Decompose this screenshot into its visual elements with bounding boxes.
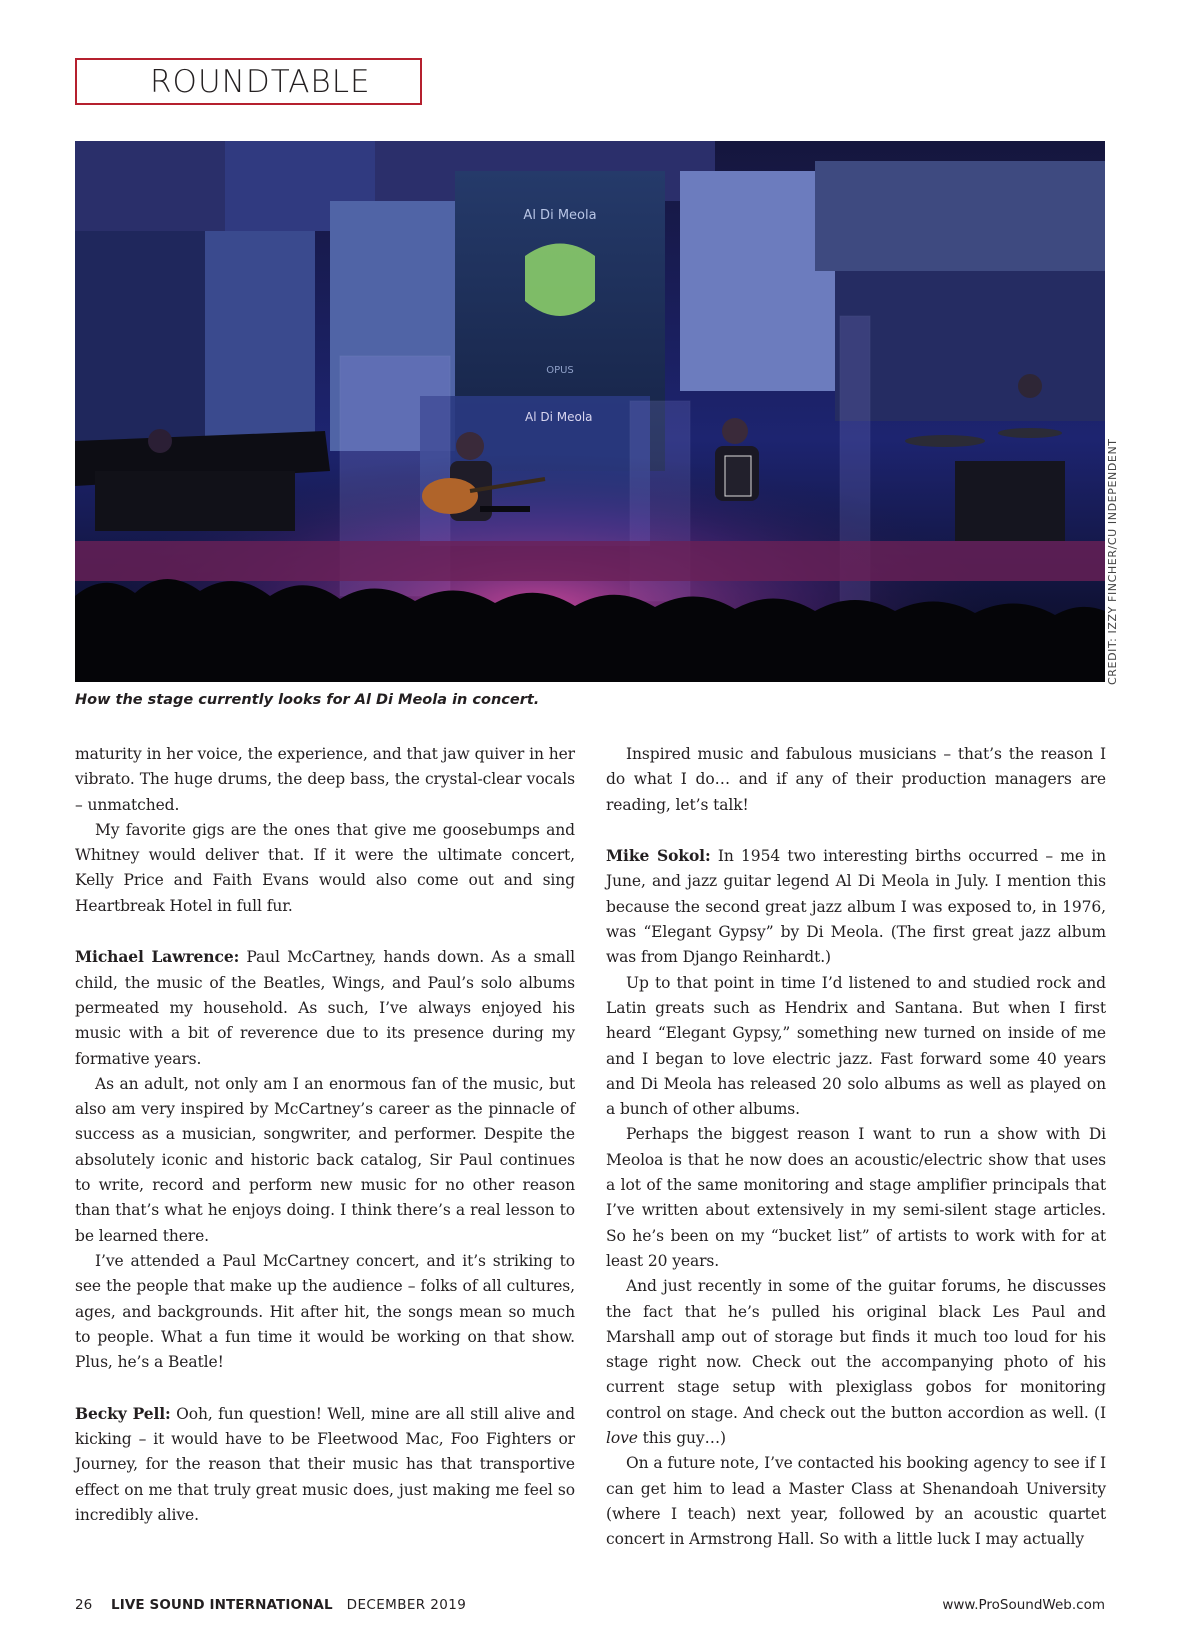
paragraph: Perhaps the biggest reason I want to run a show with Di Meoloa is that he now does an acoustic/electric show that uses a lot of the same monitoring and stage amplifier principals that I’ve written about extensively in my semi-silent stage articles. So he’s been on my “bucket list” of artists to work with for at least 20 years.: [606, 1125, 1106, 1270]
article-column-left: [75, 742, 575, 1528]
paragraph: Up to that point in time I’d listened to and studied rock and Latin greats such as Hendrix and Santana. But when I first heard “Elegant Gypsy,” something new turned on inside of me and I began to love electric jazz. Fast forward some 40 years and Di Meola has released 20 solo albums as well as played on a bunch of other albums.: [606, 973, 1106, 1119]
paragraph: On a future note, I’ve contacted his booking agency to see if I can get him to lead a Master Class at Shenandoah University (where I teach) next year, followed by an acoustic quartet concert in Armstrong Hall. So with a little luck I may actually: [606, 1454, 1106, 1549]
paragraph-text: And just recently in some of the guitar forums, he discusses the fact that he’s pulled his original black Les Paul and Marshall amp out of storage but finds it much too loud for his stage right now. Check out the accompanying photo of his current stage setup with plexiglass gobos for monitoring control on stage. And check out the button accordion as well. (I: [606, 1277, 1106, 1422]
page-number: 26: [75, 1597, 93, 1613]
paragraph: My favorite gigs are the ones that give me goosebumps and Whitney would deliver that. If it were the ultimate concert, Kelly Price and Faith Evans would also come out and sing Heartbreak Hotel in full fur.: [75, 820, 575, 915]
magazine-name: LIVE SOUND INTERNATIONAL: [111, 1597, 333, 1613]
concert-stage-illustration: [75, 141, 1105, 682]
paragraph-text: this guy…): [637, 1429, 726, 1448]
acoustic-guitar: [422, 478, 478, 514]
speaker-name: Michael Lawrence:: [75, 947, 240, 967]
issue-date: DECEMBER 2019: [346, 1597, 467, 1613]
paragraph: maturity in her voice, the experience, and that jaw quiver in her vibrato. The huge drums, the deep bass, the crystal-clear vocals – unmatched.: [75, 745, 575, 814]
button-accordion: [725, 456, 751, 496]
paragraph-text: In 1954 two interesting births occurred – me in June, and jazz guitar legend Al Di Meola in July. I mention this because the second great jazz album I was exposed to, in 1976, was “Elegant Gypsy” by Di Meola. (The first great jazz album was from Django Reinhardt.): [606, 847, 1107, 967]
paragraph: As an adult, not only am I an enormous fan of the music, but also am very inspired by McCartney’s career as the pinnacle of success as a musician, songwriter, and performer. Despite the absolutely iconic and historic back catalog, Sir Paul continues to write, record and perform new music for no other reason than that’s what he enjoys doing. I think there’s a real lesson to be learned there.: [75, 1074, 575, 1245]
paragraph-text: Paul McCartney, hands down. As a small child, the music of the Beatles, Wings, and Paul’s solo albums permeated my household. As such, I’ve always enjoyed his music with a bit of reverence due to its presence during my formative years.: [75, 948, 575, 1068]
photo-credit: CREDIT: IZZY FINCHER/CU INDEPENDENT: [1106, 438, 1119, 685]
drummer-head: [1018, 374, 1042, 398]
paragraph-text: Ooh, fun question! Well, mine are all still alive and kicking – it would have to be Fleetwood Mac, Foo Fighters or Journey, for the reason that their music has that transportive effect on me that truly great music does, just making me feel so incredibly alive.: [75, 1404, 576, 1524]
poster-grid: [815, 161, 1105, 271]
page-footer: [75, 1597, 1105, 1613]
paragraph-becky-pell: [75, 1401, 575, 1528]
speaker-name: Becky Pell:: [75, 1403, 171, 1423]
section-header: [75, 58, 422, 105]
grand-piano: [95, 471, 295, 531]
banner-title: Al Di Meola: [523, 208, 597, 223]
paragraph: [606, 1274, 1106, 1451]
accordionist-head: [722, 418, 748, 444]
crest-icon: [525, 244, 595, 317]
paragraph-mike-sokol: [606, 843, 1106, 970]
section-label: ROUNDTABLE: [150, 64, 371, 100]
pianist: [148, 429, 172, 453]
cymbal: [905, 435, 985, 447]
drum-kit: [955, 461, 1065, 541]
paragraph-michael-lawrence: [75, 944, 575, 1071]
music-stand: [480, 506, 530, 512]
website-link[interactable]: www.ProSoundWeb.com: [942, 1597, 1105, 1613]
concert-photo: [75, 141, 1105, 682]
paragraph: Inspired music and fabulous musicians – that’s the reason I do what I do… and if any of their production managers are reading, let’s talk!: [606, 745, 1106, 814]
emphasis: love: [606, 1429, 638, 1448]
guitarist-head: [456, 432, 484, 460]
speaker-name: Mike Sokol:: [606, 846, 711, 866]
cymbal-2: [998, 428, 1062, 438]
article-column-right: [606, 742, 1106, 1553]
photo-caption: How the stage currently looks for Al Di Meola in concert.: [75, 692, 540, 708]
paragraph: I’ve attended a Paul McCartney concert, and it’s striking to see the people that make up the audience – folks of all cultures, ages, and backgrounds. Hit after hit, the songs mean so much to people. What a fun time it would be working on that show. Plus, he’s a Beatle!: [75, 1251, 575, 1372]
